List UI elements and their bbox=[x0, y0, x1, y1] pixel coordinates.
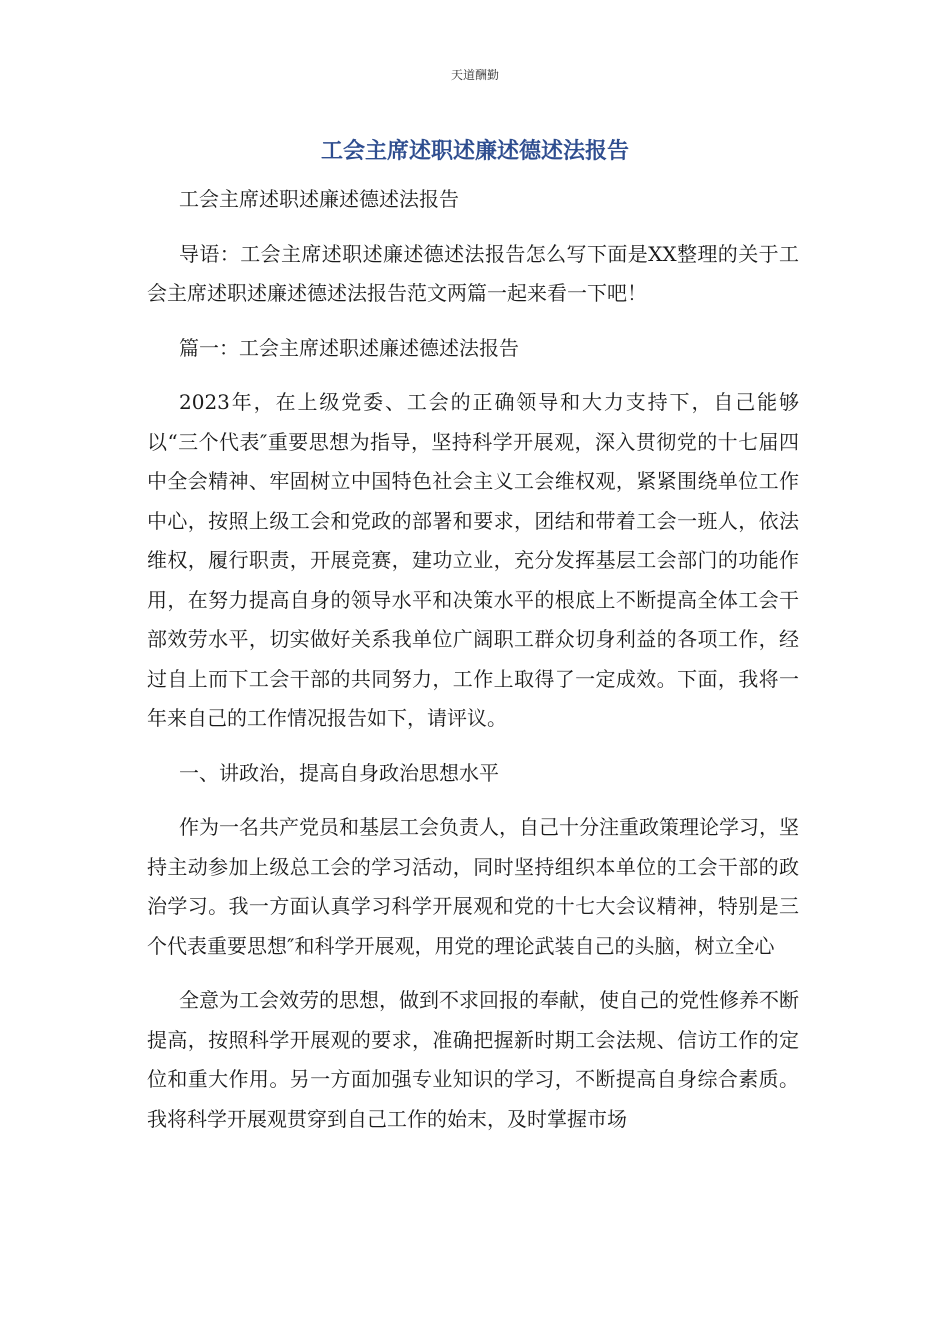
section-heading: 一、讲政治，提高自身政治思想水平 bbox=[179, 760, 499, 785]
document-body bbox=[147, 180, 799, 1154]
document-title: 工会主席述职述廉述德述法报告 bbox=[320, 139, 629, 164]
paragraph: 全意为工会效劳的思想，做到不求回报的奉献，使自己的党性修养不断提高，按照科学开展观的要求，准确把握新时期工会法规、信访工作的定位和重大作用。另一方面加强专业知识的学习，不断提高自身综合素质。我将科学开展观贯穿到自己工作的始末，及时掌握市场 bbox=[147, 988, 799, 1131]
paragraph-subtitle: 工会主席述职述廉述德述法报告 bbox=[179, 187, 459, 211]
page-header: 天道酬勤 bbox=[450, 68, 499, 82]
paragraph: 2023年，在上级党委、工会的正确领导和大力支持下，自己能够以“三个代表″重要思想为指导，坚持科学开展观，深入贯彻党的十七届四中全会精神、牢固树立中国特色社会主义工会维权观，紧紧围绕单位工作中心，按照上级工会和党政的部署和要求，团结和带着工会一班人，依法维权，履行职责，开展竞赛，建功立业，充分发挥基层工会部门的功能作用，在努力提高自身的领导水平和决策水平的根底上不断提高全体工会干部效劳水平，切实做好关系我单位广阔职工群众切身利益的各项工作，经过自上而下工会干部的共同努力，工作上取得了一定成效。下面，我将一年来自己的工作情况报告如下，请评议。 bbox=[147, 390, 799, 730]
paragraph: 作为一名共产党员和基层工会负责人，自己十分注重政策理论学习，坚持主动参加上级总工会的学习活动，同时坚持组织本单位的工会干部的政治学习。我一方面认真学习科学开展观和党的十七大会议精神，特别是三个代表重要思想″和科学开展观，用党的理论武装自己的头脑，树立全心 bbox=[147, 815, 799, 958]
paragraph-intro: 导语：工会主席述职述廉述德述法报告怎么写下面是XX整理的关于工会主席述职述廉述德述法报告范文两篇一起来看一下吧！ bbox=[147, 241, 799, 305]
paragraph-part-heading: 篇一：工会主席述职述廉述德述法报告 bbox=[179, 335, 519, 360]
